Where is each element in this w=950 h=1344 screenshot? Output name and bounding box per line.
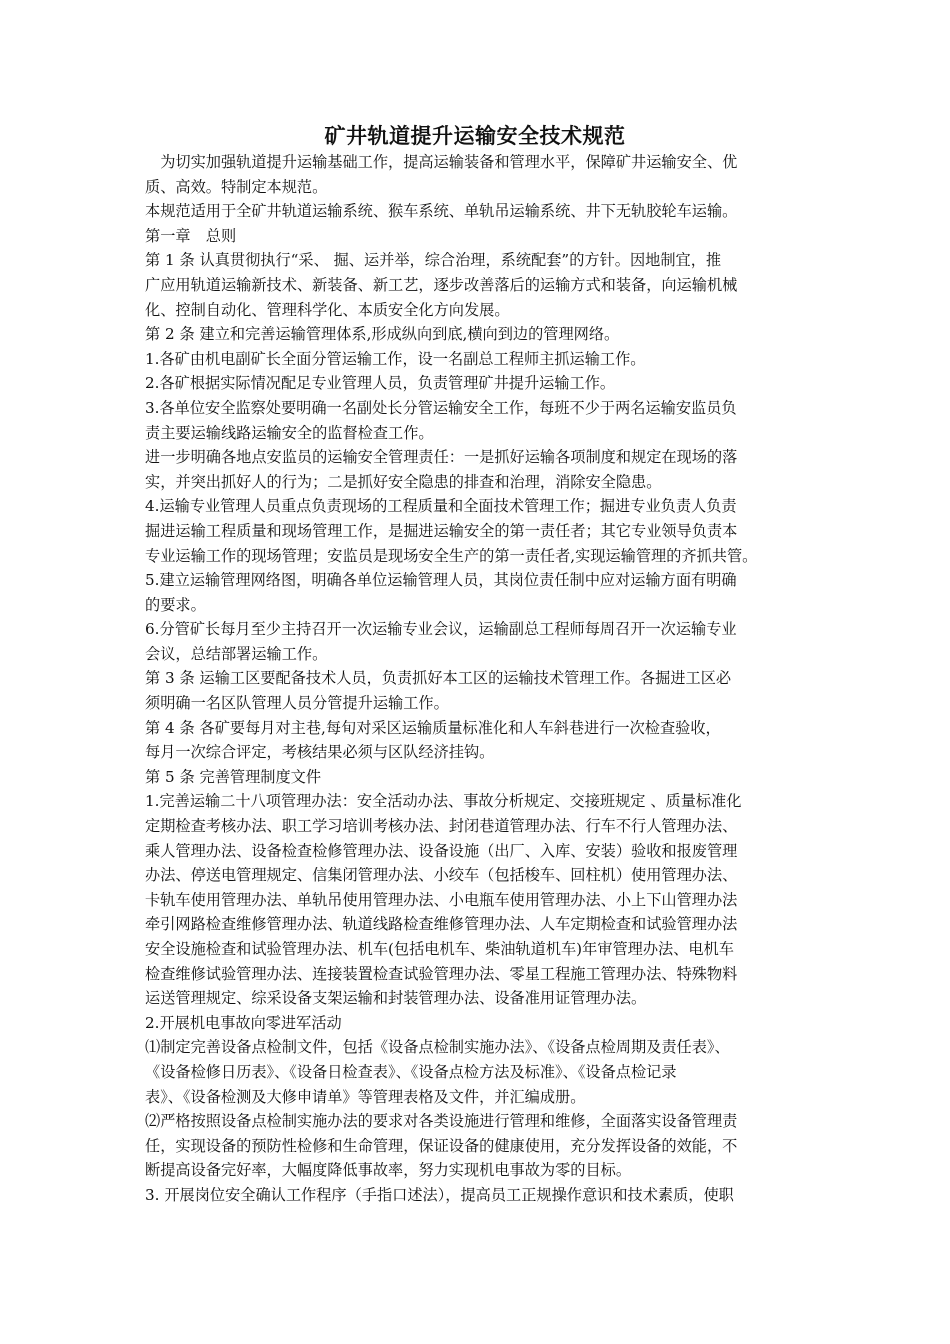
text-line: 第 5 条 完善管理制度文件 <box>145 767 322 786</box>
text-line: 每月一次综合评定，考核结果必须与区队经济挂钩。 <box>145 743 495 762</box>
document-title: 矿井轨道提升运输安全技术规范 <box>324 123 626 148</box>
text-line: 的要求。 <box>145 595 206 614</box>
text-line: 6.分管矿长每月至少主持召开一次运输专业会议，运输副总工程师每周召开一次运输专业 <box>145 620 737 639</box>
text-line: 为切实加强轨道提升运输基础工作，提高运输装备和管理水平，保障矿井运输安全、优 <box>145 153 738 171</box>
text-line: 3. 开展岗位安全确认工作程序（手指口述法），提高员工正规操作意识和技术素质，使职 <box>145 1185 734 1204</box>
text-line: 2.开展机电事故向零进军活动 <box>145 1013 342 1032</box>
text-line: 任，实现设备的预防性检修和生命管理，保证设备的健康使用，充分发挥设备的效能，不 <box>145 1136 738 1155</box>
text-line: 进一步明确各地点安监员的运输安全管理责任：一是抓好运输各项制度和规定在现场的落 <box>145 448 738 467</box>
text-line: 会议，总结部署运输工作。 <box>145 644 328 663</box>
text-line: 4.运输专业管理人员重点负责现场的工程质量和全面技术管理工作；掘进专业负责人负责 <box>145 497 737 516</box>
text-line: 第 3 条 运输工区要配备技术人员，负责抓好本工区的运输技术管理工作。各掘进工区必 <box>145 669 732 688</box>
text-line: 安全设施检查和试验管理办法、机车(包括电机车、柴油轨道机车)年审管理办法、电机车 <box>145 940 734 958</box>
text-line: 办法、停送电管理规定、信集闭管理办法、小绞车（包括梭车、回柱机）使用管理办法、 <box>145 866 738 885</box>
text-line: 广应用轨道运输新技术、新装备、新工艺，逐步改善落后的运输方式和装备，向运输机械 <box>145 275 738 294</box>
text-line: 乘人管理办法、设备检查检修管理办法、设备设施（出厂、入库、安装）验收和报废管理 <box>145 841 738 860</box>
text-line: 第 4 条 各矿要每月对主巷,每旬对采区运输质量标准化和人车斜巷进行一次检查验收， <box>145 718 721 737</box>
text-line: 本规范适用于全矿井轨道运输系统、猴车系统、单轨吊运输系统、井下无轨胶轮车运输。 <box>145 202 738 221</box>
text-line: 3.各单位安全监察处要明确一名副处长分管运输安全工作，每班不少于两名运输安监员负 <box>145 398 737 417</box>
text-line: 断提高设备完好率，大幅度降低事故率，努力实现机电事故为零的目标。 <box>145 1161 631 1180</box>
text-line: 实，并突出抓好人的行为；二是抓好安全隐患的排查和治理，消除安全隐患。 <box>145 472 662 491</box>
text-line: 掘进运输工程质量和现场管理工作，是掘进运输安全的第一责任者；其它专业领导负责本 <box>145 521 738 540</box>
text-line: 专业运输工作的现场管理；安监员是现场安全生产的第一责任者,实现运输管理的齐抓共管。 <box>145 546 758 565</box>
text-line: 化、控制自动化、管理科学化、本质安全化方向发展。 <box>145 300 510 319</box>
text-line: 表》、《设备检测及大修申请单》等管理表格及文件，并汇编成册。 <box>145 1087 586 1106</box>
text-line: 牵引网路检查维修管理办法、轨道线路检查维修管理办法、人车定期检查和试验管理办法 <box>145 915 738 934</box>
text-line: 检查维修试验管理办法、连接装置检查试验管理办法、零星工程施工管理办法、特殊物料 <box>145 964 738 983</box>
text-line: ⑵严格按照设备点检制实施办法的要求对各类设施进行管理和维修，全面落实设备管理责 <box>145 1112 738 1131</box>
text-line: 须明确一名区队管理人员分管提升运输工作。 <box>145 694 449 713</box>
text-line: 2.各矿根据实际情况配足专业管理人员，负责管理矿井提升运输工作。 <box>145 374 616 393</box>
text-line: ⑴制定完善设备点检制文件，包括《设备点检制实施办法》、《设备点检周期及责任表》、 <box>145 1038 730 1057</box>
text-line: 卡轨车使用管理办法、单轨吊使用管理办法、小电瓶车使用管理办法、小上下山管理办法 <box>145 890 738 909</box>
text-line: 定期检查考核办法、职工学习培训考核办法、封闭巷道管理办法、行车不行人管理办法、 <box>145 817 738 836</box>
text-line: 1.各矿由机电副矿长全面分管运输工作，设一名副总工程师主抓运输工作。 <box>145 349 646 368</box>
document-body <box>145 150 810 1208</box>
text-line: 责主要运输线路运输安全的监督检查工作。 <box>145 423 434 442</box>
text-line: 运送管理规定、综采设备支架运输和封装管理办法、设备准用证管理办法。 <box>145 989 647 1008</box>
text-line: 第 2 条 建立和完善运输管理体系,形成纵向到底,横向到边的管理网络。 <box>145 325 620 344</box>
text-line: 1.完善运输二十八项管理办法：安全活动办法、事故分析规定、交接班规定 、质量标准化 <box>145 792 742 811</box>
text-line: 《设备检修日历表》、《设备日检查表》、《设备点检方法及标准》、《设备点检记录 <box>145 1062 677 1081</box>
text-line: 质、高效。特制定本规范。 <box>145 177 328 196</box>
text-line: 5.建立运输管理网络图，明确各单位运输管理人员，其岗位责任制中应对运输方面有明确 <box>145 571 737 590</box>
text-line: 第 1 条 认真贯彻执行“采、 掘、运并举，综合治理，系统配套”的方针。因地制宜，推 <box>145 251 722 270</box>
text-line: 第一章 总则 <box>145 226 237 245</box>
